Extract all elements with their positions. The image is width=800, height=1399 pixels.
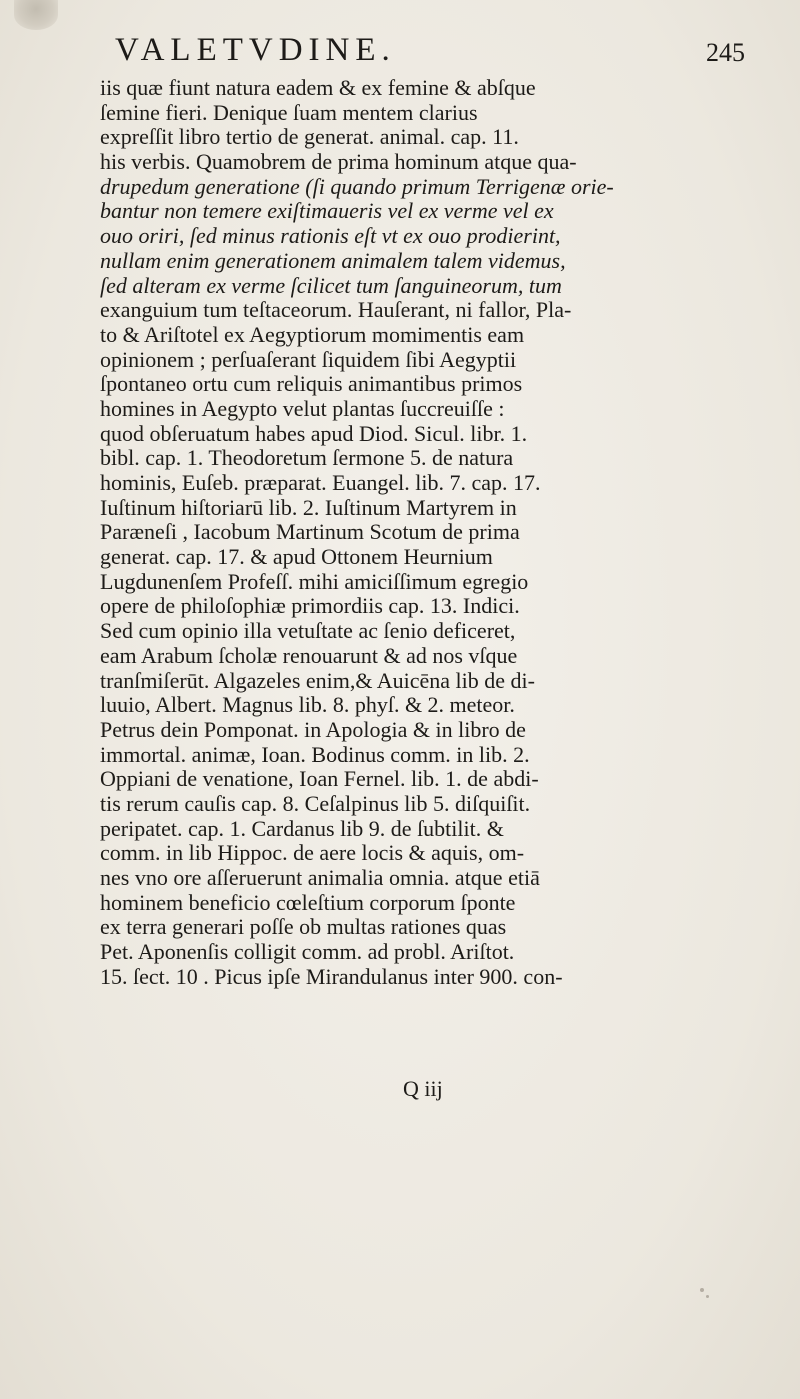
text-line: Pet. Aponenſis colligit comm. ad probl. Ariſtot.: [100, 939, 515, 965]
text-line: opere de philoſophiæ primordiis cap. 13. Indici.: [100, 593, 520, 619]
text-line: ex terra generari poſſe ob multas rationes quas: [100, 914, 507, 940]
paper-speck: [706, 1295, 709, 1298]
text-line: bantur non temere exiſtimaueris vel ex verme vel ex: [100, 198, 554, 224]
body-text: [100, 76, 780, 989]
text-line: ouo oriri, ſed minus rationis eſt vt ex ouo prodierint,: [100, 223, 561, 249]
text-line: Iuſtinum hiſtoriarū lib. 2. Iuſtinum Martyrem in: [100, 494, 517, 520]
text-line: opinionem ; perſuaſerant ſiquidem ſibi Aegyptii: [100, 346, 517, 372]
signature-mark: Q iij: [403, 1076, 443, 1101]
text-line: ſemine fieri. Denique ſuam mentem clarius: [100, 99, 478, 125]
text-line: immortal. animæ, Ioan. Bodinus comm. in lib. 2.: [100, 741, 530, 767]
text-line: luuio, Albert. Magnus lib. 8. phyſ. & 2. meteor.: [100, 692, 515, 718]
text-line: homines in Aegypto velut plantas ſuccreuiſſe :: [100, 395, 505, 421]
text-line: iis quæ fiunt natura eadem & ex femine & abſque: [100, 75, 536, 100]
text-line: ſed alteram ex verme ſcilicet tum ſanguineorum, tum: [100, 272, 562, 298]
text-line: Sed cum opinio illa vetuſtate ac ſenio deficeret,: [100, 618, 516, 644]
text-line: Oppiani de venatione, Ioan Fernel. lib. 1. de abdi-: [100, 766, 539, 792]
text-line: exanguium tum teſtaceorum. Hauſerant, ni fallor, Pla-: [100, 297, 572, 323]
text-line: eam Arabum ſcholæ renouarunt & ad nos vſque: [100, 642, 518, 668]
text-line: tis rerum cauſis cap. 8. Ceſalpinus lib 5. diſquiſit.: [100, 790, 531, 816]
text-line: nullam enim generationem animalem talem videmus,: [100, 247, 566, 273]
text-line: peripatet. cap. 1. Cardanus lib 9. de ſubtilit. &: [100, 815, 504, 841]
text-line: comm. in lib Hippoc. de aere locis & aquis, om-: [100, 840, 525, 866]
text-line: Petrus dein Pomponat. in Apologia & in libro de: [100, 716, 526, 742]
text-line: hominem beneficio cœleſtium corporum ſponte: [100, 889, 516, 915]
text-line: generat. cap. 17. & apud Ottonem Heurnium: [100, 544, 493, 570]
text-line: bibl. cap. 1. Theodoretum ſermone 5. de natura: [100, 445, 514, 471]
paper-speck: [700, 1288, 704, 1292]
page-header: [115, 32, 745, 72]
text-line: drupedum generatione (ſi quando primum Terrigenæ orie-: [100, 173, 614, 199]
text-line: tranſmiſerūt. Algazeles enim,& Auicēna lib de di-: [100, 667, 535, 693]
text-line: Lugdunenſem Profeſſ. mihi amiciſſimum egregio: [100, 568, 529, 594]
text-line: quod obſeruatum habes apud Diod. Sicul. libr. 1.: [100, 420, 528, 446]
text-line: hominis, Euſeb. præparat. Euangel. lib. 7. cap. 17.: [100, 470, 541, 495]
running-title: VALETVDINE.: [115, 32, 396, 68]
text-line: ſpontaneo ortu cum reliquis animantibus primos: [100, 371, 523, 397]
text-line: Paræneſi , Iacobum Martinum Scotum de prima: [100, 519, 520, 545]
text-line: 15. ſect. 10 . Picus ipſe Mirandulanus inter 900. con-: [100, 963, 563, 989]
ink-stain: [14, 0, 58, 30]
text-line: his verbis. Quamobrem de prima hominum atque qua-: [100, 149, 577, 175]
text-line: nes vno ore aſſeruerunt animalia omnia. atque etiā: [100, 865, 540, 890]
text-line: expreſſit libro tertio de generat. animal. cap. 11.: [100, 124, 519, 150]
text-line: to & Ariſtotel ex Aegyptiorum momimentis eam: [100, 321, 525, 347]
page-number: 245: [706, 38, 745, 67]
